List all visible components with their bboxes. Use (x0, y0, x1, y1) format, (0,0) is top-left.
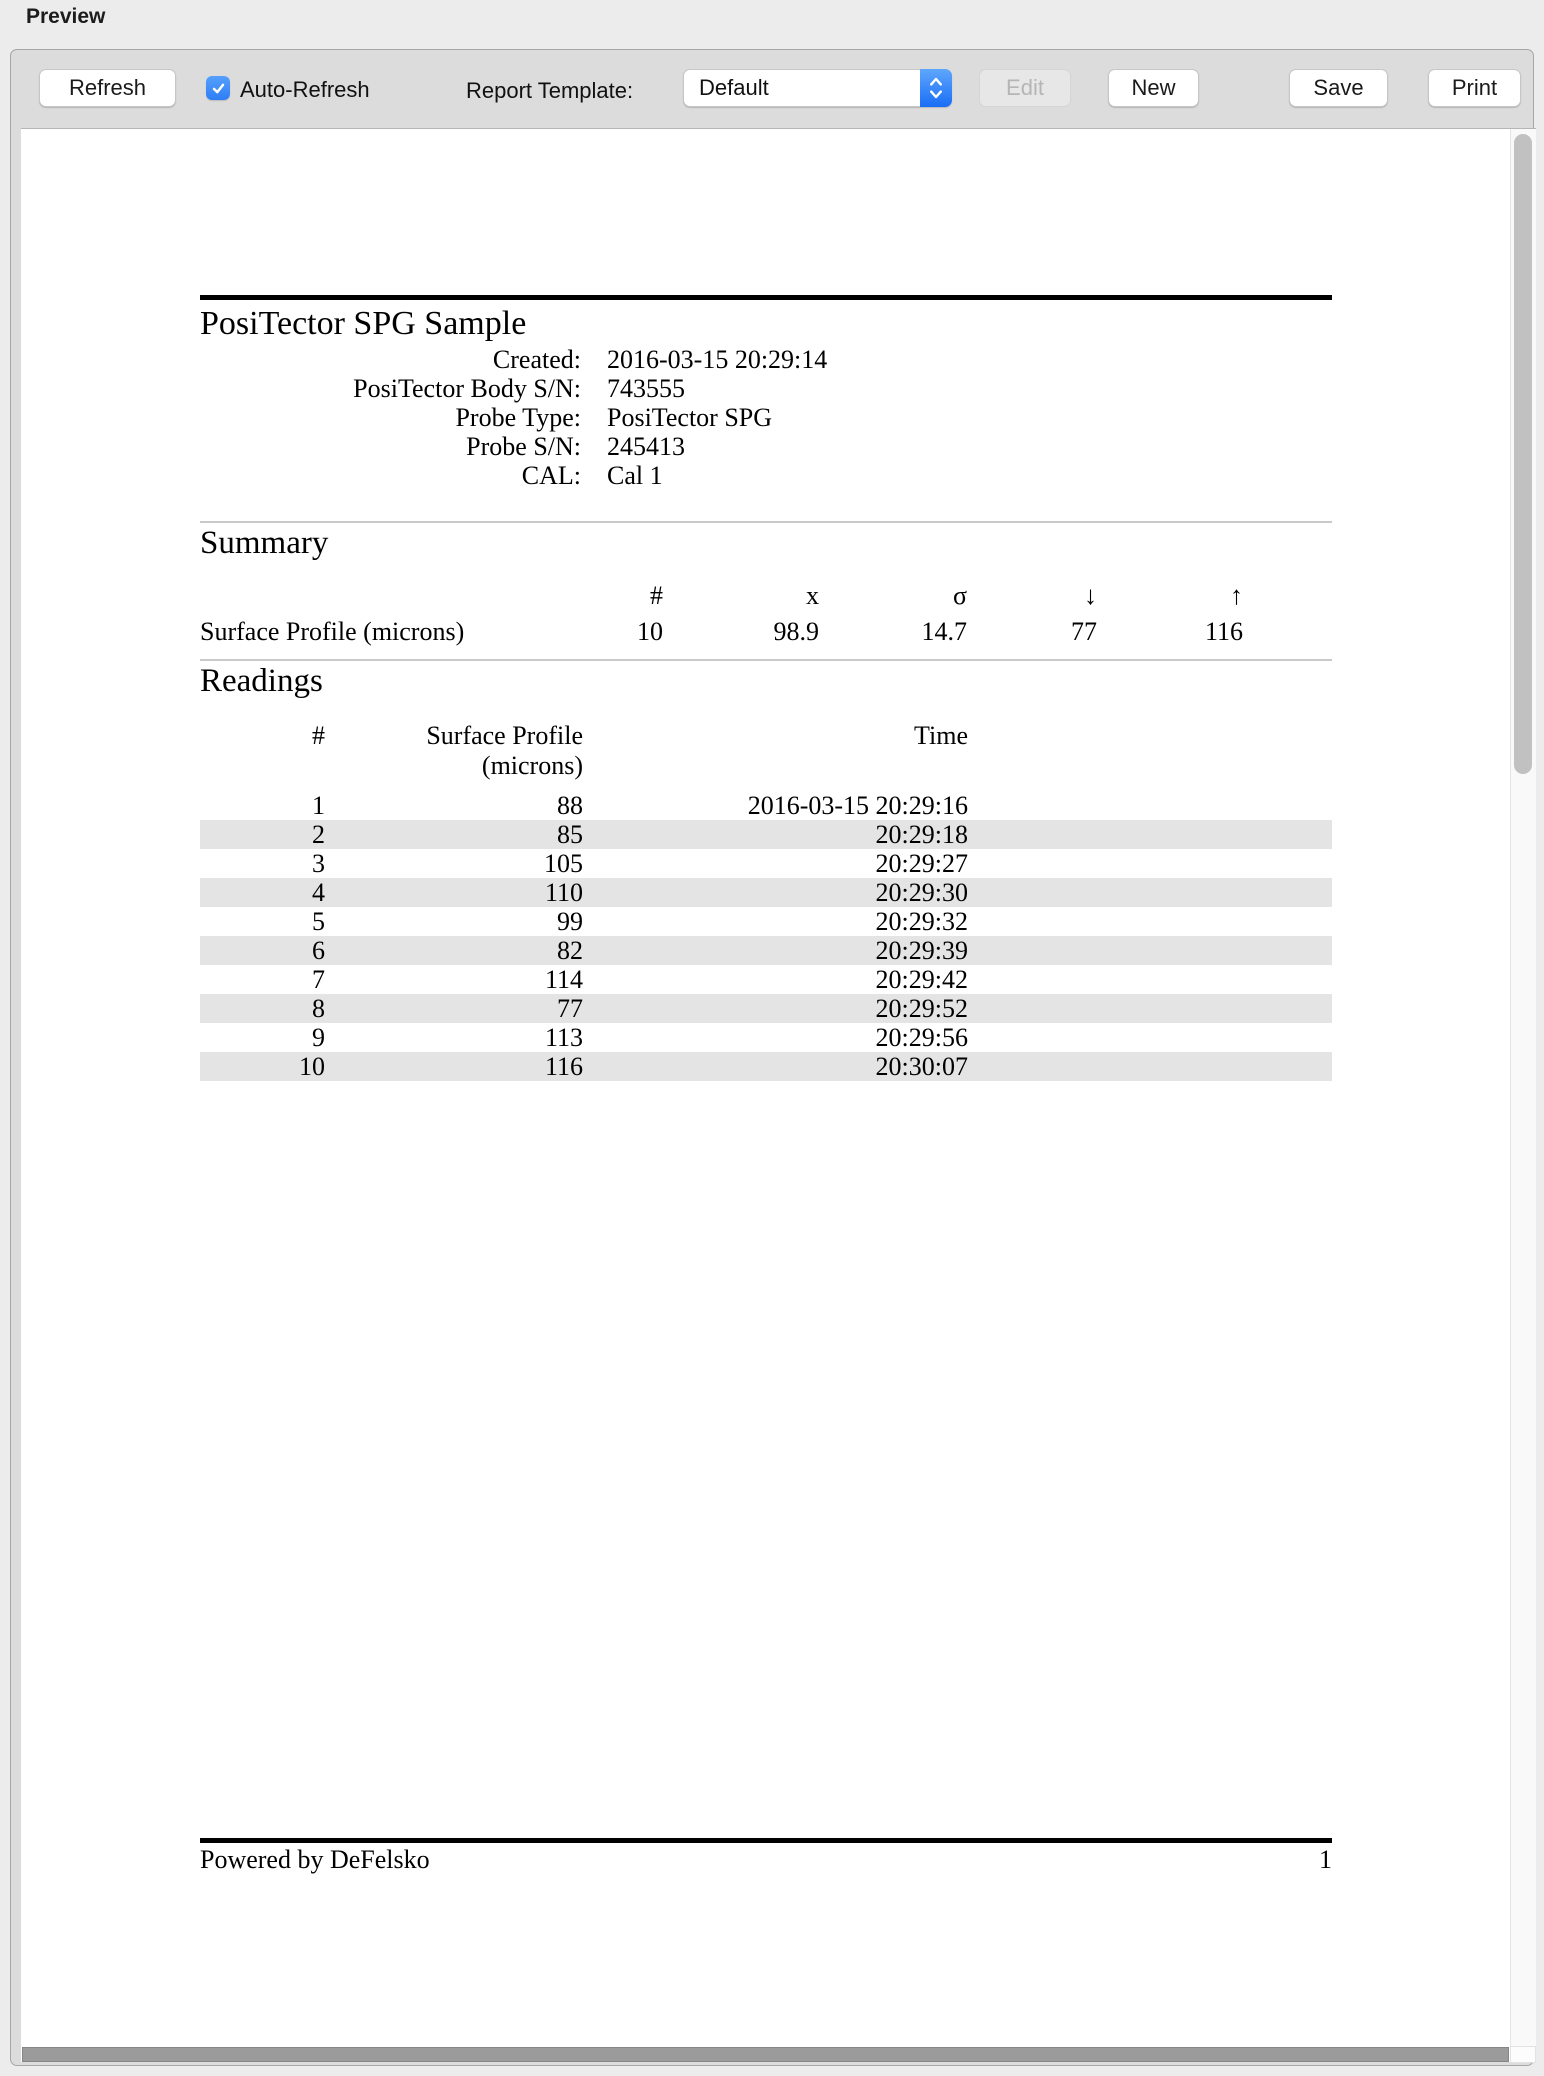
summary-header-blank (200, 575, 580, 617)
summary-table (200, 575, 1332, 657)
metadata-row (200, 374, 827, 403)
reading-row: 9 113 20:29:56 (312, 1023, 968, 1052)
readings-header-num: # (312, 721, 325, 750)
summary-header-count: # (650, 581, 663, 610)
metadata-value: 2016-03-15 20:29:14 (607, 345, 828, 374)
metadata-row (200, 432, 827, 461)
divider (200, 521, 1332, 523)
summary-header-row (200, 575, 1332, 617)
powered-by-text: Powered by DeFelsko (200, 1845, 430, 1874)
summary-header-filler (1243, 575, 1332, 617)
report-metadata (200, 345, 827, 490)
summary-header-max-arrow: ↑ (1230, 581, 1243, 610)
reading-row: 3 105 20:29:27 (312, 849, 968, 878)
metadata-value: Cal 1 (607, 461, 663, 490)
readings-header-value-line1: Surface Profile (426, 721, 583, 750)
summary-heading: Summary (200, 525, 329, 561)
vertical-scrollbar-track[interactable] (1510, 129, 1536, 2063)
metadata-label: Probe S/N: (466, 432, 581, 461)
summary-row-label: Surface Profile (microns) (200, 617, 465, 646)
metadata-value: 245413 (607, 432, 685, 461)
summary-data-row (200, 617, 1332, 657)
divider (200, 659, 1332, 661)
summary-max: 116 (1204, 617, 1243, 646)
report-top-rule (200, 295, 1332, 300)
preview-panel (10, 49, 1534, 2066)
document-preview-area (21, 128, 1536, 2062)
readings-header-time: Time (914, 721, 968, 750)
reading-row: 6 82 20:29:39 (200, 936, 1332, 965)
new-button[interactable]: New (1108, 69, 1199, 107)
summary-header-sigma: σ (952, 581, 967, 610)
readings-header-value-line2: (microns) (481, 751, 583, 780)
summary-sigma: 14.7 (921, 617, 967, 646)
refresh-button[interactable]: Refresh (39, 69, 176, 107)
reading-row: 5 99 20:29:32 (312, 907, 968, 936)
reading-row: 8 77 20:29:52 (200, 994, 1332, 1023)
summary-header-mean: x (806, 581, 819, 610)
metadata-value: PosiTector SPG (607, 403, 773, 432)
summary-mean: 98.9 (773, 617, 819, 646)
selected-template-value: Default (699, 75, 769, 100)
chevron-up-down-icon (920, 69, 952, 107)
metadata-label: Probe Type: (455, 403, 581, 432)
readings-header-row (200, 713, 1332, 791)
checkmark-icon (211, 81, 226, 96)
edit-button[interactable]: Edit (979, 69, 1071, 107)
report-template-select[interactable] (683, 69, 952, 107)
summary-count: 10 (637, 617, 663, 646)
metadata-label: Created: (492, 345, 581, 374)
save-button[interactable]: Save (1289, 69, 1388, 107)
toolbar (11, 50, 1533, 128)
scrollbar-corner (1510, 2046, 1536, 2063)
readings-heading: Readings (200, 663, 323, 699)
print-button[interactable]: Print (1428, 69, 1521, 107)
reading-row: 4 110 20:29:30 (200, 878, 1332, 907)
metadata-row (200, 345, 827, 374)
reading-row: 1 88 2016-03-15 20:29:16 (312, 791, 968, 820)
metadata-value: 743555 (607, 374, 685, 403)
metadata-row (200, 461, 827, 490)
report-footer-rule (200, 1838, 1332, 1843)
reading-row: 7 114 20:29:42 (312, 965, 968, 994)
page-number: 1 (1319, 1845, 1332, 1874)
auto-refresh-checkbox[interactable] (206, 76, 230, 100)
report-template-label: Report Template: (466, 78, 634, 103)
readings-table (200, 713, 1332, 1081)
horizontal-scrollbar-thumb[interactable] (22, 2047, 1509, 2062)
metadata-row (200, 403, 827, 432)
reading-row: 10 116 20:30:07 (200, 1052, 1332, 1081)
reading-row: 2 85 20:29:18 (200, 820, 1332, 849)
vertical-scrollbar-thumb[interactable] (1514, 134, 1532, 774)
report-footer (200, 1845, 1332, 1875)
readings-header-filler (968, 713, 1332, 791)
report-title: PosiTector SPG Sample (200, 305, 527, 342)
summary-header-min-arrow: ↓ (1084, 581, 1097, 610)
summary-min: 77 (1071, 617, 1097, 646)
metadata-label: CAL: (521, 461, 581, 490)
metadata-label: PosiTector Body S/N: (353, 374, 581, 403)
auto-refresh-label[interactable]: Auto-Refresh (240, 77, 370, 102)
readings-header-value (325, 713, 583, 791)
window-title: Preview (26, 5, 106, 28)
